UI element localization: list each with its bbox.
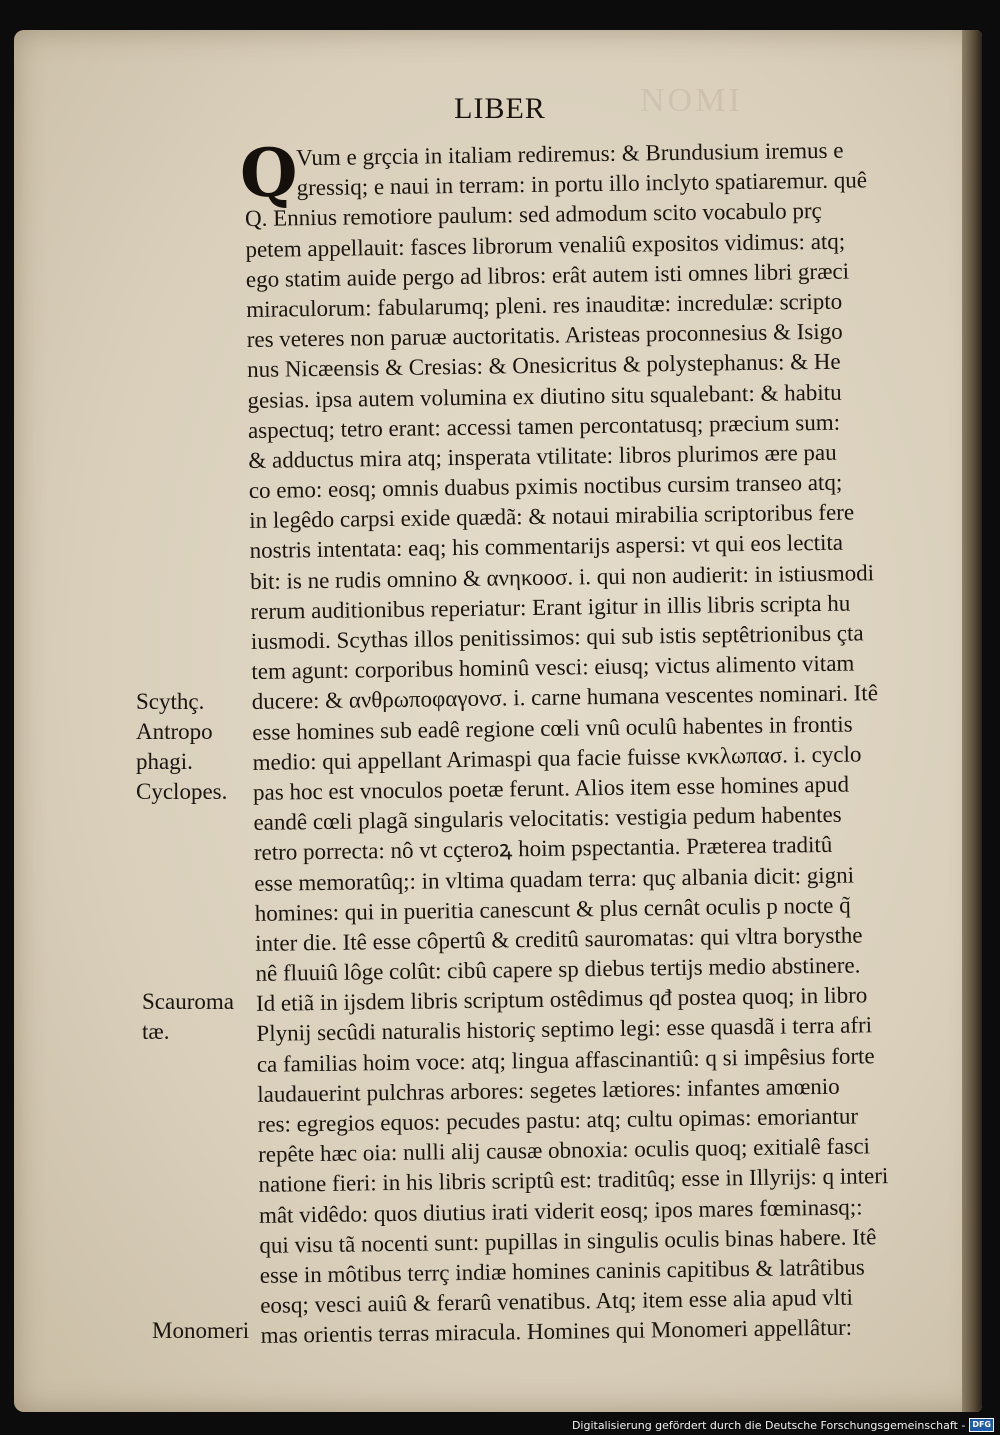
text-line: laudauerint pulchras arbores: segetes lætiores: infantes amœnio [257, 1073, 840, 1107]
page-heading: LIBER [454, 92, 546, 125]
text-line: Id etiã in ijsdem libris scriptum ostêdimus qđ postea quoq; in libro [255, 982, 868, 1017]
footer-text: Digitalisierung gefördert durch die Deutsche Forschungsgemeinschaft - [571, 1418, 966, 1432]
text-line: bit: is ne rudis omnino & ανηκοοσ. i. qui non audierit: in istiusmodi [249, 559, 875, 594]
bleed-through-ghost: NOMI [640, 82, 743, 119]
text-line: Q. Ennius remotiore paulum: sed admodum scito vocabulo prç [244, 198, 822, 232]
text-line: rerum auditionibus reperiatur: Erant igitur in illis libris scripta hu [250, 590, 851, 624]
text-line: retro porrecta: nô vt cçteroꝝ hoim pspectantia. Præterea traditû [253, 832, 833, 866]
text-line: nê fluuiû lôge colût: cibû capere sp diebus tertijs medio abstinere. [255, 952, 861, 986]
text-line: eosq; vesci auiû & ferarû venatibus. Atq; item esse alia apud vlti [260, 1284, 854, 1319]
text-line: ca familias hoim voce: atq; lingua affascinantiû: q si impêsius forte [256, 1042, 875, 1077]
margin-note: Scauroma [142, 988, 234, 1014]
text-line: qui visu tã nocenti sunt: pupillas in singulis oculis binas habere. Itê [259, 1224, 877, 1258]
dfg-logo: DFG [969, 1418, 994, 1432]
margin-note: tæ. [142, 1018, 170, 1044]
text-line: in legêdo carpsi exide quædã: & notaui mirabilia scriptoribus fere [249, 499, 855, 534]
text-line: gesias. ipsa autem volumina ex diutino situ squalebant: & habitu [247, 379, 842, 413]
text-line: nostris intentata: eaq; his commentarijs aspersi: vt qui eos lectita [249, 530, 844, 564]
text-line: res: egregios equos: pecudes pastu: atq; cultu opimas: emoriantur [257, 1103, 859, 1137]
text-line: homines: qui in pueritia canescunt & plus cernât oculis p nocte q̃ [254, 892, 851, 926]
text-line: iusmodi. Scythas illos penitissimos: qui sub istis septêtrionibus çta [250, 620, 864, 654]
text-line: ego statim auide pergo ad libros: erât autem isti omnes libri græci [245, 258, 850, 292]
text-line: repête hæc oia: nulli alij causæ obnoxia: oculis quoq; exitialê fasci [257, 1133, 871, 1168]
text-line: tem agunt: corporibus hominû vesci: eiusq; victus alimento vitam [251, 650, 855, 685]
text-line: eandê cœli plagã singularis velocitatis: vestigia pedum habentes [253, 801, 842, 836]
text-line: esse in môtibus terrç indiæ homines caninis capitibus & latrâtibus [259, 1254, 865, 1288]
text-line: nus Nicæensis & Cresias: & Onesicritus & polystephanus: & He [246, 349, 841, 383]
text-line: pas hoc est vnoculos poetæ ferunt. Alios item esse homines apud [252, 771, 850, 805]
text-line: mas orientis terras miracula. Homines qui Monomeri appellâtur: [260, 1314, 853, 1349]
text-line: ducere: & ανθρωποφαγονσ. i. carne humana vescentes nominari. Itê [251, 680, 879, 715]
text-line: co emo: eosq; omnis duabus pximis noctibus cursim transeo atq; [248, 469, 843, 504]
text-line: esse memoratûq;: in vltima quadam terra: quç albania dicit: gigni [254, 862, 855, 896]
margin-note: Scythç. [136, 689, 205, 715]
text-line: petem appellauit: fasces librorum venaliû expositos vidimus: atq; [245, 228, 846, 262]
text-line: mât vidêdo: quos diutius irati viderit eosq; ipos mares fœminasq;: [258, 1194, 863, 1228]
text-line: natione fieri: in his libris scriptû est: traditûq; esse in Illyrijs: q interi [258, 1163, 889, 1198]
text-block [244, 134, 961, 1351]
text-line: gressiq; e naui in terram: in portu illo inclyto spatiaremur. quê [296, 167, 868, 201]
digitization-footer [572, 1417, 994, 1433]
drop-initial: Q [240, 134, 298, 212]
margin-note: Antropo [136, 719, 213, 745]
text-line: & adductus mira atq; insperata vtilitate: libros plurimos ære pau [248, 439, 837, 473]
text-line: Vum e grçcia in italiam rediremus: & Brundusium iremus e [296, 137, 844, 171]
text-line: medio: qui appellant Arimaspi qua facie fuisse κνκλωπασ. i. cyclo [252, 741, 862, 775]
text-line: aspectuq; tetro erant: accessi tamen percontatusq; præcium sum: [247, 409, 841, 443]
margin-note: Cyclopes. [136, 778, 228, 804]
text-line: Plynij secûdi naturalis historiç septimo legi: esse quasdã i terra afri [256, 1012, 873, 1047]
text-line: res veteres non paruæ auctoritatis. Aristeas proconnesius & Isigo [246, 318, 843, 353]
margin-note: phagi. [136, 749, 193, 774]
text-line: inter die. Itê esse côpertû & creditû sauromatas: qui vltra borysthe [254, 922, 863, 956]
text-line: miraculorum: fabularumq; pleni. res inauditæ: incredulæ: scripto [246, 288, 843, 322]
margin-note: Monomeri [152, 1318, 250, 1344]
text-line: esse homines sub eadê regione cœli vnû oculû habentes in frontis [252, 711, 853, 745]
page-edge-shadow [962, 30, 982, 1412]
